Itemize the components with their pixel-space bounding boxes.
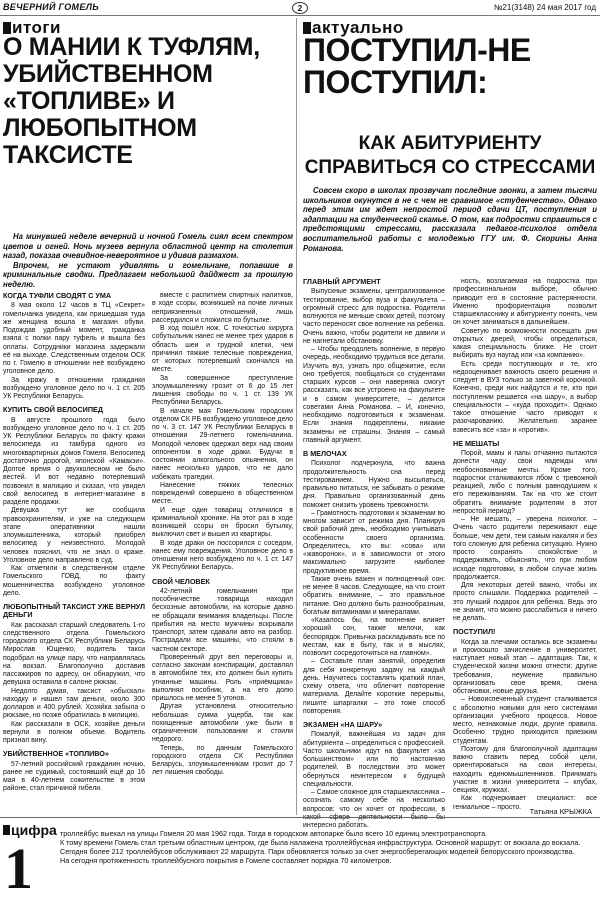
column-divider xyxy=(296,18,297,815)
paragraph: За совершенное преступление злоумышленнику грозит от 6 до 15 лет лишения свободы по ч. 1 ст. 139 УК Республики Беларусь. xyxy=(152,374,293,407)
paragraph: – Новоиспеченный студент сталкивается с абсолютно новыми для него системами организации учебного процесса. Новое место, незнакомые люди, другие правила. Особенно трудно приходится приезжим студентам. xyxy=(453,696,597,745)
left-headline: О МАНИИ К ТУФЛЯМ, УБИЙСТВЕННОМ «ТОПЛИВЕ» И ЛЮБОПЫТНОМ ТАКСИСТЕ xyxy=(3,33,260,169)
paragraph: Поэтому для благополучной адаптации важно ставить перед собой цели, ориентироваться на свои интересы, находить единомышленников. Принимать участие в жизни университета – клубах, секциях, кружках. xyxy=(453,745,597,794)
paragraph: 57-летний российский гражданин ночью, ранее не судимый, состоявший ещё до 16 мая в 40-летнем сожительстве в этом районе, стал причиной гибели. xyxy=(3,760,145,793)
digit-paragraph: троллейбус выехал на улицы Гомеля 20 мая 1962 года. Тогда в городском автопарке было всего 10 единиц электротранспорта. xyxy=(60,829,488,838)
left-column-2 xyxy=(152,292,293,816)
paragraph: «Казалось бы, на волнение влияет хороший сон, также мелочи, как беспорядок. Привычка раскладывать все по местам, как в быту, так и в мыслях, позволит сосредоточиться на главном». xyxy=(303,617,445,657)
digit-paragraph: На сегодня протяженность троллейбусного покрытия в Гомеле составляет порядка 70 километров. xyxy=(60,855,392,865)
paragraph: Пожалуй, важнейшая из задач для абитуриента – определиться с профессией. Часто школьники идут на факультет «за большинством» или по настоянию родителей. В последствии это может обернуться неинтересом к будущей специальности. xyxy=(303,731,445,788)
paragraph: За кражу в отношении гражданки возбуждено уголовное дело по ч. 1 ст. 205 УК Республики Беларусь. xyxy=(3,376,145,400)
right-lead-text: Совсем скоро в школах прозвучат последние звонки, а затем тысячи школьников окунутся в не с чем не сравнимое «студенчество». Однако перед этим им ждет непростой период сдачи ЦТ, поступления и адаптации на студенческой скамье. О том, как подростки справиться с предстоящими стрессами, рассказала педагог-психолог отдела воспитательной работы с молодежью ГГУ им. Ф. Скорины Анна Романова. xyxy=(303,186,597,253)
issue-info: №21(3148) 24 мая 2017 год xyxy=(493,3,596,12)
paragraph: 8 мая около 12 часов в ТЦ «Секрет» гомельчанка увидела, как пришедшая туда же женщина вошла в магазин обуви. Подождав удобный момент, гражданка взяла с полки пару туфель и вышла без оплаты. Сотрудники магазина задержали её на выходе. Следственным отделом ОСК по г. Гомелю в отношении неё возбуждено уголовное дело. xyxy=(3,302,145,376)
subheading: В МЕЛОЧАХ xyxy=(303,449,347,458)
subheading: КУПИТЬ СВОЙ ВЕЛОСИПЕД xyxy=(3,405,103,415)
paragraph: Для некоторых детей важно, чтобы их просто слышали. Поддержка родителей – это лучший подарок для ребенка. Ведь это не значит, что можно расслабиться и ничего не делать. xyxy=(453,582,597,622)
paragraph: Психолог подчеркнула, что важна продолжительность сна перед тестированием. Нужно высыпаться, правильно питаться, не забывать о режиме дня. Правильно организованный день поможет снизить уровень тревожности. xyxy=(303,460,445,509)
subheading: НЕ МЕШАТЫ xyxy=(453,438,500,448)
paragraph: В ход пошёл нож. С точностью хирурга собутыльник нанес не менее трех ударов в область шеи и грудной клетки, чем причинил тяжкие телесные повреждения, от которых потерпевший скончался на месте. xyxy=(152,325,293,374)
paragraph: – Грамотность подготовки к экзаменам во многом зависит от режима дня. Планируя свой рабочий день, необходимо учитывать особенности своего организма. Определитесь, кто вы: «сова» или «жаворонок», и в зависимости от этого максимально загрузите наиболее продуктивное время. xyxy=(303,509,445,575)
paragraph: ность, возлагаемая на подростка при профессиональном выборе, обычно приводит его в состояние растерянности. Именно профориентация позволит старшекласснику и абитуриенту понять, чем он хочет заниматься в дальнейшем. xyxy=(453,278,597,327)
subheading: ГЛАВНЫЙ АРГУМЕНТ xyxy=(303,277,381,286)
paragraph: Другая установлена относительно небольшая сумма ущерба, так как похищенные автомобили уже были в ограниченном пользовании и стоили недорого. xyxy=(152,703,293,744)
author-signature: Татьяна КРЫЖКА xyxy=(529,807,592,816)
subheading: ЛЮБОПЫТНЫЙ ТАКСИСТ УЖЕ ВЕРНУЛ ДЕНЬГИ xyxy=(3,602,145,620)
lead-paragraph: На минувшей неделе вечерний и ночной Гомель сиял всем спектром цветов и огней. Ночь музеев вернула областной центр на столетия назад, показав очевидное-невероятное и удивив размахом. xyxy=(3,232,293,261)
paragraph: В августе прошлого года было возбуждено уголовное дело по ч. 1 ст. 205 УК Республики Беларусь по факту кражи велосипеда из тамбура одного из многоквартирных домов Гомеля. Велосипед достаточно дорогой, японской «Камакзи». Долгое время о двухколесном не было вестей. И вот недавно потерпевший позвонил в милицию и сказал, что увидел свой велосипед в интернет-магазине в разделе продажи. xyxy=(3,416,145,506)
paragraph: Есть среди поступающих и те, кто недооценивает важность своего решения и следует в ВУЗ только за заветной корочкой. Конечно, среди них найдутся и те, кто при поступлении решается «на шару», а выбор специальности – «куда проходит». Однако такое отношение часто приводит к разочарованию. Желательно заранее взвесить все «за» и «против». xyxy=(453,360,597,434)
subheading: УБИЙСТВЕННОЕ «ТОПЛИВО» xyxy=(3,749,109,759)
paragraph: вместе с распитием спиртных напитков, в ходе ссоры, возникшей на почве личных неприязненных отношений, лишь рассердился и сложился по бутылке. xyxy=(152,292,293,324)
right-column-1 xyxy=(303,277,445,829)
paragraph: Когда за плечами остались все экзамены и произошло зачисление в университет, наступает новый этап – адаптация. Так, к студенческой жизни можно отнести: другие требования, неумение правильно организовать свое время, смена обстановки, новые друзья. xyxy=(453,638,597,695)
rubric-itogi: итоги xyxy=(3,18,61,38)
big-number: 1 xyxy=(4,836,33,901)
paragraph: Выпускные экзамены, централизованное тестирование, выбор вуза и факультета – огромный стресс для подростка. Родители волнуются не меньше своих детей, поэтому часто переносят свое волнение на ребенка. Очень важно, чтобы родители не давили и не нагнетали обстановку. xyxy=(303,288,445,345)
page-header xyxy=(0,0,600,16)
subheading: ПОСТУПИЛ! xyxy=(453,627,496,637)
paragraph: Порой, мамы и папы отчаянно пытаются донести чаду свои надежды или необоснованные мечты. Кроме того, подростки сталкиваются лбом с тревожной реакцией, либо с полным равнодушием к его переживаниям. Так на что же стоит обратить внимание родителям в этот непростой период? xyxy=(453,450,597,515)
digit-text xyxy=(50,830,595,866)
newspaper-title: ВЕЧЕРНИЙ ГОМЕЛЬ xyxy=(3,2,99,12)
rubric-aktualno: актуально xyxy=(303,18,404,38)
right-lead xyxy=(303,186,597,253)
left-lead xyxy=(3,232,293,290)
paragraph: – Самое сложное для старшеклассника – осознать самому себе на несколько вопросов: что он хочет от профессии, в какой сфере деятельности было бы интересно работать. xyxy=(303,789,445,829)
paragraph: В ходе драки он поссорился с соседом, нанес ему повреждения. Уголовное дело в отношении него возбуждено по ч. 1 ст. 147 УК Республики Беларусь. xyxy=(152,539,293,572)
lead-paragraph: Впрочем, не устают удивлять и гомельчане, попавшие в криминальные сводки. Предлагаем небольшой дайджест за прошлую неделю. xyxy=(3,260,293,289)
paragraph: – Чтобы преодолеть волнение, в первую очередь, необходимо трудиться все детали. Изучить вуз, узнать про общежитие, если оно требуется, пообщаться со студентами старших курсов – они наверняка смогут рассказать, как все устроено на факультете и в самом университете, – делится советами Анна Романова. – И, конечно, необходимо подготовиться к экзаменам. Если знания подкреплены, никакие экзамены не страшны. Знания – самый главный аргумент. xyxy=(303,346,445,444)
paragraph: В начале мая Гомельским городским отделом СК РБ возбуждено уголовное дело по ч. 3 ст. 147 УК Республики Беларусь в отношении 29-летнего гомельчанина. Молодой человек одержал верх над своим оппонентом в ходе драки. Будучи в состоянии алкогольного опьянения, он нанес несколько ударов, что не дало избежать трагедии. xyxy=(152,407,293,481)
right-subheadline: КАК АБИТУРИЕНТУ СПРАВИТЬСЯ СО СТРЕССАМИ xyxy=(304,133,596,178)
right-column-2 xyxy=(453,278,597,811)
paragraph: Девушка тут же сообщила правоохранителям, и уже на следующем этапе оперативники нашли злоумышленника, который приобрел велосипед у неизвестного. Молодой человек пояснил, что не знал о краже. Уголовное дело направлено в суд. xyxy=(3,507,145,564)
paragraph: Как подчеркивает специалист: все гениальное – просто. xyxy=(453,795,597,811)
subheading: СВОЙ ЧЕЛОВЕК xyxy=(152,576,210,586)
paragraph: И еще один товарищ отличился в криминальной хронике. На этот раз в ходе возникшей ссоры он бросил бутылку, выключил свет и вышел из квартиры. xyxy=(152,506,293,539)
digit-paragraph: Сегодня более 212 троллейбусов обслуживают 22 маршрута. Парк обновляется только за счет энергосберегающих моделей белорусского производства. xyxy=(60,846,575,856)
paragraph: Теперь, по данным Гомельского городского отдела СК Республики Беларусь, злоумышленникам грозит до 7 лет лишения свободы. xyxy=(152,744,293,777)
page-number: 2 xyxy=(292,2,308,14)
paragraph: – Не мешать, – уверена психолог. – Очень часто родители переживают еще больше, чем дети, тем самым накаляя и без того сложную для ребенка ситуацию. Нужно просто сохранять спокойствие и поддерживать, объяснять, что при любом исходе подготовки, в любом случае жизнь продолжается. xyxy=(453,516,597,581)
paragraph: Проверенный друг вел переговоры и, согласно законам конспирации, доставлял в автомобиле тех, кто должен был купить угнанные машины. Роль «приёмщика» выполнял пособник, а на его долю пришлось не менее 5 угонов. xyxy=(152,653,293,702)
digit-section xyxy=(0,817,600,900)
paragraph: Недолго думая, таксист «обыскал» находку и нашел там деньги, около 300 долларов и 400 рублей. Хозяйка забыла о рюкзаке, но позже обратилась в милицию. xyxy=(3,687,145,720)
paragraph: Как рассказал старший следователь 1-го следственного отдела Гомельского городского отдела СК Республики Беларусь Мирослав Ющенко, водитель такси подобрал на улице пару, что направлялась на вокзал. Благополучно доставив пассажиров по адресу, он обнаружил, что девушка оставила в салоне рюкзак. xyxy=(3,621,145,687)
subheading: ЭКЗАМЕН «НА ШАРУ» xyxy=(303,720,383,729)
paragraph: Советую по возможности посещать дни открытых дверей, чтобы определиться, какая специальность ближе. Не стоит выбирать вуз наугад или «за компанию». xyxy=(453,327,597,360)
paragraph: Как рассказали в ОСК, хозяйке деньги вернули в полном объеме. Водитель признал вину. xyxy=(3,720,145,744)
paragraph: Как отметили в следственном отделе Гомельского ГОВД, по факту мошенничества возбуждено уголовное дело. xyxy=(3,565,145,597)
paragraph: – Составьте план занятий, определив для себя конкретную задачу на каждый день. Научитесь составлять краткий план, схему ответа, что облегчит повторение материала. Делайте короткие перерывы, пишите шпаргалки – это тоже способ повторения. xyxy=(303,658,445,715)
paragraph: 42-летний гомельчанин при пособничестве товарища находил бесхозные автомобили, на которые давно не обращали внимания владельцы. После прибытия на место мужчины вскрывали транспорт, затем сдавали авто на разбор. Пострадали все машины, что стояли в частном секторе. xyxy=(152,587,293,653)
right-headline: ПОСТУПИЛ-НЕ ПОСТУПИЛ: xyxy=(303,32,531,100)
digit-paragraph: К тому времени Гомель стал третьим областным центром, где была налажена троллейбусная инфраструктура. Основной маршрут: от вокзала до вокзала. xyxy=(60,837,581,847)
left-column-1 xyxy=(3,292,145,816)
paragraph: Также очень важен и полноценный сон: не менее 8 часов. Следующее, на что стоит обратить внимание, – это правильное питание. Оно должно быть разнообразным, богатым витаминами и минералами. xyxy=(303,575,445,616)
paragraph: Нанесение тяжких телесных повреждений совершено в общественном месте. xyxy=(152,481,293,506)
rubric-tsifra: цифра xyxy=(3,822,57,838)
subheading: КОГДА ТУФЛИ СВОДЯТ С УМА xyxy=(3,291,112,300)
